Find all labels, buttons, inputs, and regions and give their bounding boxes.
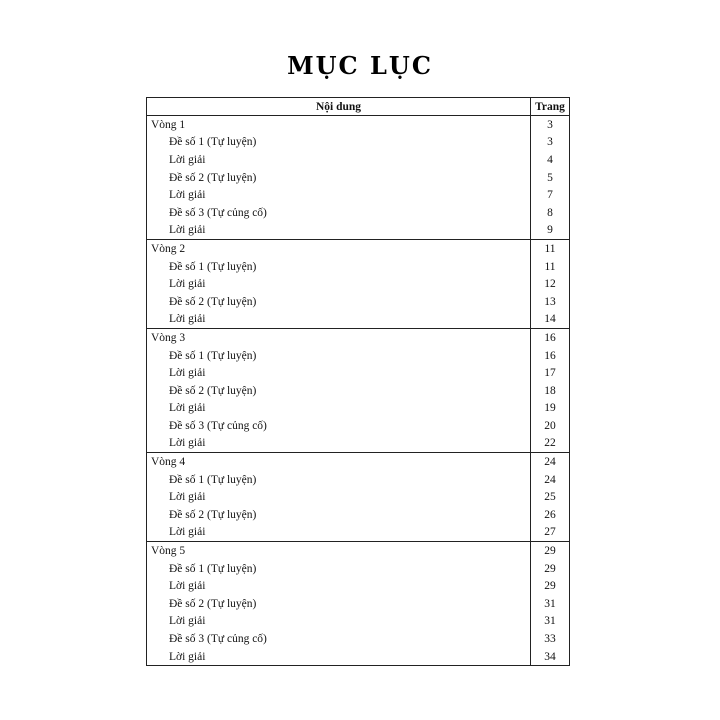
entry-label: Lời giải (147, 648, 531, 666)
round-row (147, 542, 570, 560)
section-round-3 (147, 329, 570, 453)
toc-row (147, 347, 570, 365)
header-content: Nội dung (147, 98, 531, 116)
entry-page: 14 (531, 311, 570, 329)
entry-label: Đề số 1 (Tự luyện) (147, 471, 531, 489)
entry-label: Đề số 3 (Tự củng cố) (147, 630, 531, 648)
entry-page: 25 (531, 488, 570, 506)
entry-page: 22 (531, 435, 570, 453)
round-label: Vòng 2 (147, 240, 531, 258)
toc-header (147, 98, 570, 116)
toc-row (147, 488, 570, 506)
toc-row (147, 258, 570, 276)
entry-page: 3 (531, 134, 570, 152)
entry-page: 27 (531, 524, 570, 542)
round-label: Vòng 5 (147, 542, 531, 560)
toc-row (147, 382, 570, 400)
section-round-2 (147, 240, 570, 329)
toc-table (146, 97, 570, 666)
entry-page: 31 (531, 613, 570, 631)
round-page: 29 (531, 542, 570, 560)
toc-row (147, 311, 570, 329)
toc-header-row (147, 98, 570, 116)
section-round-5 (147, 542, 570, 666)
entry-label: Đề số 1 (Tự luyện) (147, 560, 531, 578)
entry-page: 8 (531, 204, 570, 222)
toc-row (147, 524, 570, 542)
toc-row (147, 186, 570, 204)
entry-label: Lời giải (147, 488, 531, 506)
entry-label: Lời giải (147, 275, 531, 293)
entry-label: Lời giải (147, 577, 531, 595)
toc-row (147, 275, 570, 293)
toc-row (147, 577, 570, 595)
entry-page: 29 (531, 577, 570, 595)
toc-row (147, 134, 570, 152)
toc-row (147, 613, 570, 631)
entry-page: 17 (531, 364, 570, 382)
entry-label: Lời giải (147, 364, 531, 382)
entry-page: 33 (531, 630, 570, 648)
toc-row (147, 400, 570, 418)
round-label: Vòng 3 (147, 329, 531, 347)
entry-label: Đề số 1 (Tự luyện) (147, 258, 531, 276)
entry-label: Lời giải (147, 186, 531, 204)
toc-row (147, 471, 570, 489)
entry-page: 18 (531, 382, 570, 400)
entry-page: 4 (531, 151, 570, 169)
toc-row (147, 204, 570, 222)
entry-label: Lời giải (147, 435, 531, 453)
toc-row (147, 293, 570, 311)
entry-label: Đề số 3 (Tự củng cố) (147, 204, 531, 222)
entry-page: 5 (531, 169, 570, 187)
entry-page: 11 (531, 258, 570, 276)
entry-page: 29 (531, 560, 570, 578)
entry-label: Đề số 2 (Tự luyện) (147, 506, 531, 524)
entry-label: Đề số 2 (Tự luyện) (147, 169, 531, 187)
entry-label: Đề số 2 (Tự luyện) (147, 382, 531, 400)
toc-row (147, 364, 570, 382)
entry-label: Lời giải (147, 151, 531, 169)
section-round-1 (147, 116, 570, 240)
entry-label: Lời giải (147, 311, 531, 329)
section-round-4 (147, 453, 570, 542)
entry-label: Lời giải (147, 524, 531, 542)
entry-label: Lời giải (147, 222, 531, 240)
toc-row (147, 169, 570, 187)
entry-page: 13 (531, 293, 570, 311)
round-page: 11 (531, 240, 570, 258)
entry-label: Đề số 1 (Tự luyện) (147, 347, 531, 365)
round-page: 24 (531, 453, 570, 471)
entry-page: 34 (531, 648, 570, 666)
round-row (147, 240, 570, 258)
entry-label: Đề số 2 (Tự luyện) (147, 293, 531, 311)
entry-page: 26 (531, 506, 570, 524)
toc-row (147, 222, 570, 240)
round-page: 3 (531, 116, 570, 134)
round-row (147, 116, 570, 134)
entry-label: Đề số 1 (Tự luyện) (147, 134, 531, 152)
entry-page: 7 (531, 186, 570, 204)
entry-label: Đề số 3 (Tự củng cố) (147, 417, 531, 435)
toc-row (147, 648, 570, 666)
header-page: Trang (531, 98, 570, 116)
toc-row (147, 560, 570, 578)
round-label: Vòng 1 (147, 116, 531, 134)
entry-page: 31 (531, 595, 570, 613)
toc-row (147, 435, 570, 453)
entry-page: 9 (531, 222, 570, 240)
entry-page: 19 (531, 400, 570, 418)
entry-page: 16 (531, 347, 570, 365)
toc-row (147, 630, 570, 648)
round-row (147, 329, 570, 347)
page-title: MỤC LỤC (287, 51, 433, 80)
toc-row (147, 506, 570, 524)
entry-label: Đề số 2 (Tự luyện) (147, 595, 531, 613)
entry-page: 24 (531, 471, 570, 489)
entry-page: 12 (531, 275, 570, 293)
round-page: 16 (531, 329, 570, 347)
entry-label: Lời giải (147, 400, 531, 418)
entry-page: 20 (531, 417, 570, 435)
round-row (147, 453, 570, 471)
toc-row (147, 417, 570, 435)
toc-row (147, 151, 570, 169)
round-label: Vòng 4 (147, 453, 531, 471)
entry-label: Lời giải (147, 613, 531, 631)
toc-row (147, 595, 570, 613)
